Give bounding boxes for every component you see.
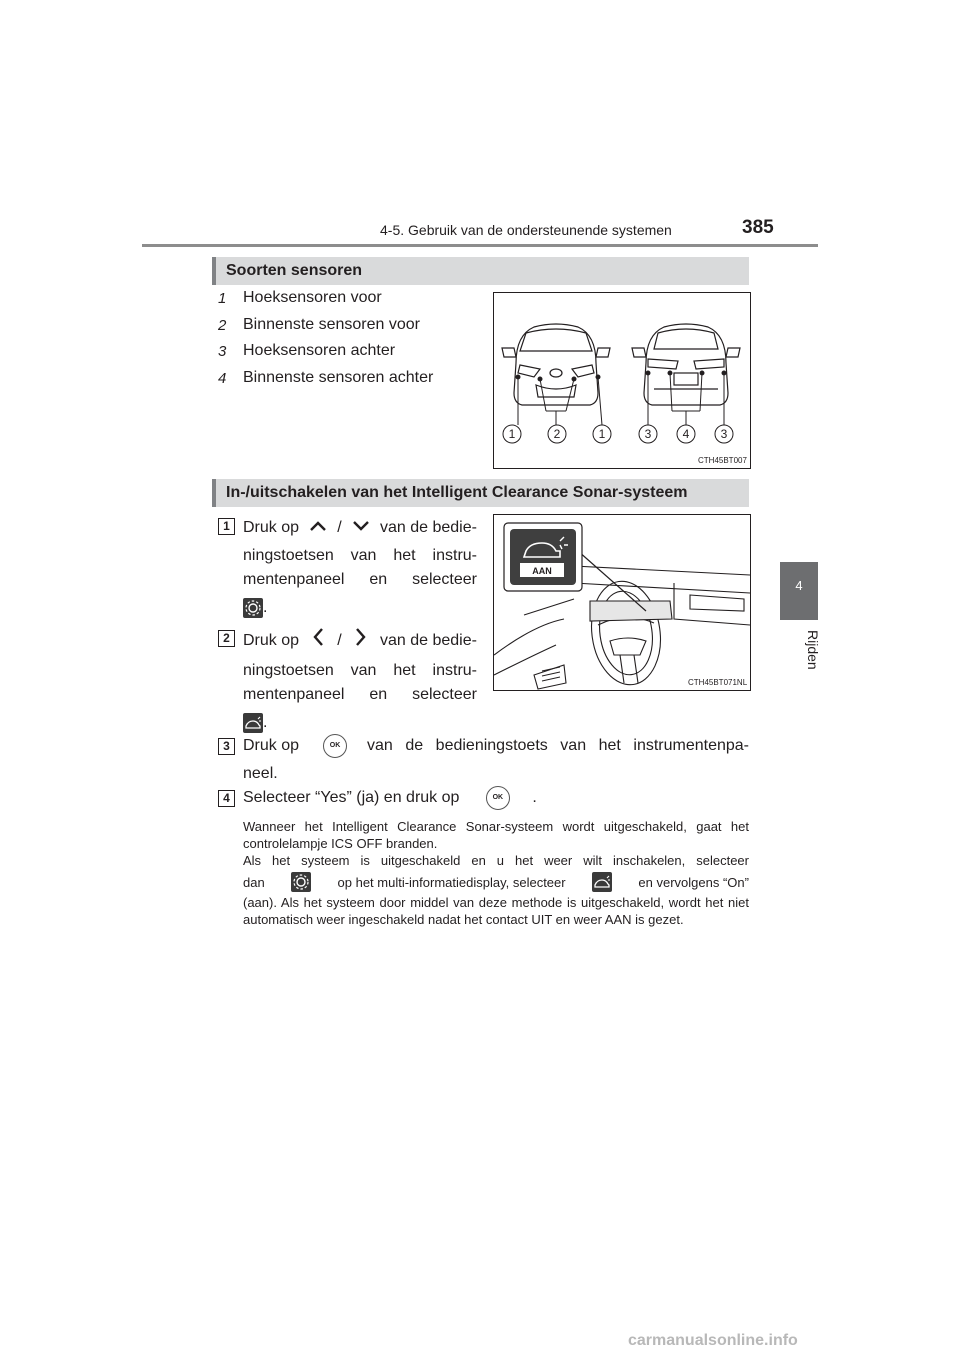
step-text: . <box>263 714 268 731</box>
step-text: . <box>263 599 268 616</box>
aan-badge: AAN <box>532 566 552 576</box>
step-text: ningstoetsen van het instru- <box>243 662 477 679</box>
figure-label: 3 <box>720 427 728 441</box>
sensor-item: Hoeksensoren achter <box>243 342 396 359</box>
step-text: van de bedieningstoets van het instrumentenpa- <box>367 737 749 754</box>
step-number: 4 <box>218 790 235 807</box>
section-title: In-/uitschakelen van het Intelligent Clearance Sonar-systeem <box>226 484 688 501</box>
step-text: mentenpaneel en selecteer <box>243 571 477 588</box>
step-text: mentenpaneel en selecteer <box>243 686 477 703</box>
step-text: van de bedie- <box>379 632 477 649</box>
chevron-down-icon <box>352 516 370 540</box>
sensor-number: 1 <box>218 290 227 307</box>
step-4 <box>243 786 537 810</box>
section-heading-sensor-types <box>212 257 749 285</box>
step-text: / <box>337 519 342 536</box>
section-title: Soorten sensoren <box>226 262 363 279</box>
step-text: neel. <box>243 765 278 782</box>
figure-caption: CTH45BT007 <box>698 456 747 465</box>
note-paragraph <box>243 818 749 928</box>
step-text: Druk op <box>243 632 300 649</box>
ok-button-icon: OK <box>323 734 347 758</box>
sensor-location-figure <box>493 292 751 469</box>
settings-gear-icon <box>291 872 311 892</box>
settings-gear-icon <box>243 598 263 618</box>
step-text: . <box>532 789 537 807</box>
figure-label: 1 <box>508 427 516 441</box>
step-text: Selecteer “Yes” (ja) en druk op <box>243 789 460 807</box>
chapter-label: Rijden <box>805 630 821 670</box>
sensor-item: Hoeksensoren voor <box>243 289 382 306</box>
step-number: 3 <box>218 738 235 755</box>
step-text: Druk op <box>243 519 300 536</box>
chevron-up-icon <box>309 516 327 540</box>
figure-caption: CTH45BT071NL <box>688 678 748 687</box>
sonar-car-icon <box>243 713 263 733</box>
page-number: 385 <box>742 217 774 238</box>
figure-label: 4 <box>682 427 690 441</box>
sensor-number: 3 <box>218 343 227 360</box>
chevron-left-icon <box>312 627 324 655</box>
header-section-title: 4-5. Gebruik van de ondersteunende systemen <box>380 222 672 238</box>
sonar-car-icon <box>592 872 612 892</box>
step-number: 2 <box>218 630 235 647</box>
note-text: Wanneer het Intelligent Clearance Sonar-systeem wordt uitgeschakeld, gaat het controlelampje ICS OFF branden. <box>243 819 749 851</box>
step-text: van de bedie- <box>379 519 477 536</box>
step-text: / <box>337 632 342 649</box>
sensor-number: 2 <box>218 317 227 334</box>
step-number: 1 <box>218 518 235 535</box>
note-text: op het multi-informatiedisplay, selecteer <box>337 874 566 890</box>
figure-label: 2 <box>553 427 561 441</box>
sensor-item: Binnenste sensoren voor <box>243 316 420 333</box>
sensor-number: 4 <box>218 370 227 387</box>
watermark: carmanualsonline.info <box>628 1332 798 1349</box>
step-2 <box>243 627 477 735</box>
note-text: en vervolgens “On” <box>638 874 749 890</box>
car-sensor-illustration <box>494 293 750 468</box>
chevron-right-icon <box>355 627 367 655</box>
figure-label: 1 <box>598 427 606 441</box>
header-rule <box>142 244 818 247</box>
dashboard-illustration <box>494 515 750 690</box>
note-text: (aan). Als het systeem door middel van deze methode is uitgeschakeld, wordt het niet automatisch weer ingeschakeld nadat het contact UIT en weer AAN is gezet. <box>243 895 749 927</box>
note-text: Als het systeem is uitgeschakeld en u het weer wilt inschakelen, selecteer <box>243 853 749 868</box>
step-1 <box>243 516 477 620</box>
figure-label: 3 <box>644 427 652 441</box>
instrument-panel-figure <box>493 514 751 691</box>
step-text: Druk op <box>243 737 300 754</box>
sensor-item: Binnenste sensoren achter <box>243 369 434 386</box>
ok-button-icon: OK <box>486 786 510 810</box>
step-text: ningstoetsen van het instru- <box>243 547 477 564</box>
note-text: dan <box>243 874 265 890</box>
step-3 <box>243 734 749 786</box>
section-heading-ics-toggle <box>212 479 749 507</box>
chapter-tab[interactable]: 4 <box>780 562 818 620</box>
